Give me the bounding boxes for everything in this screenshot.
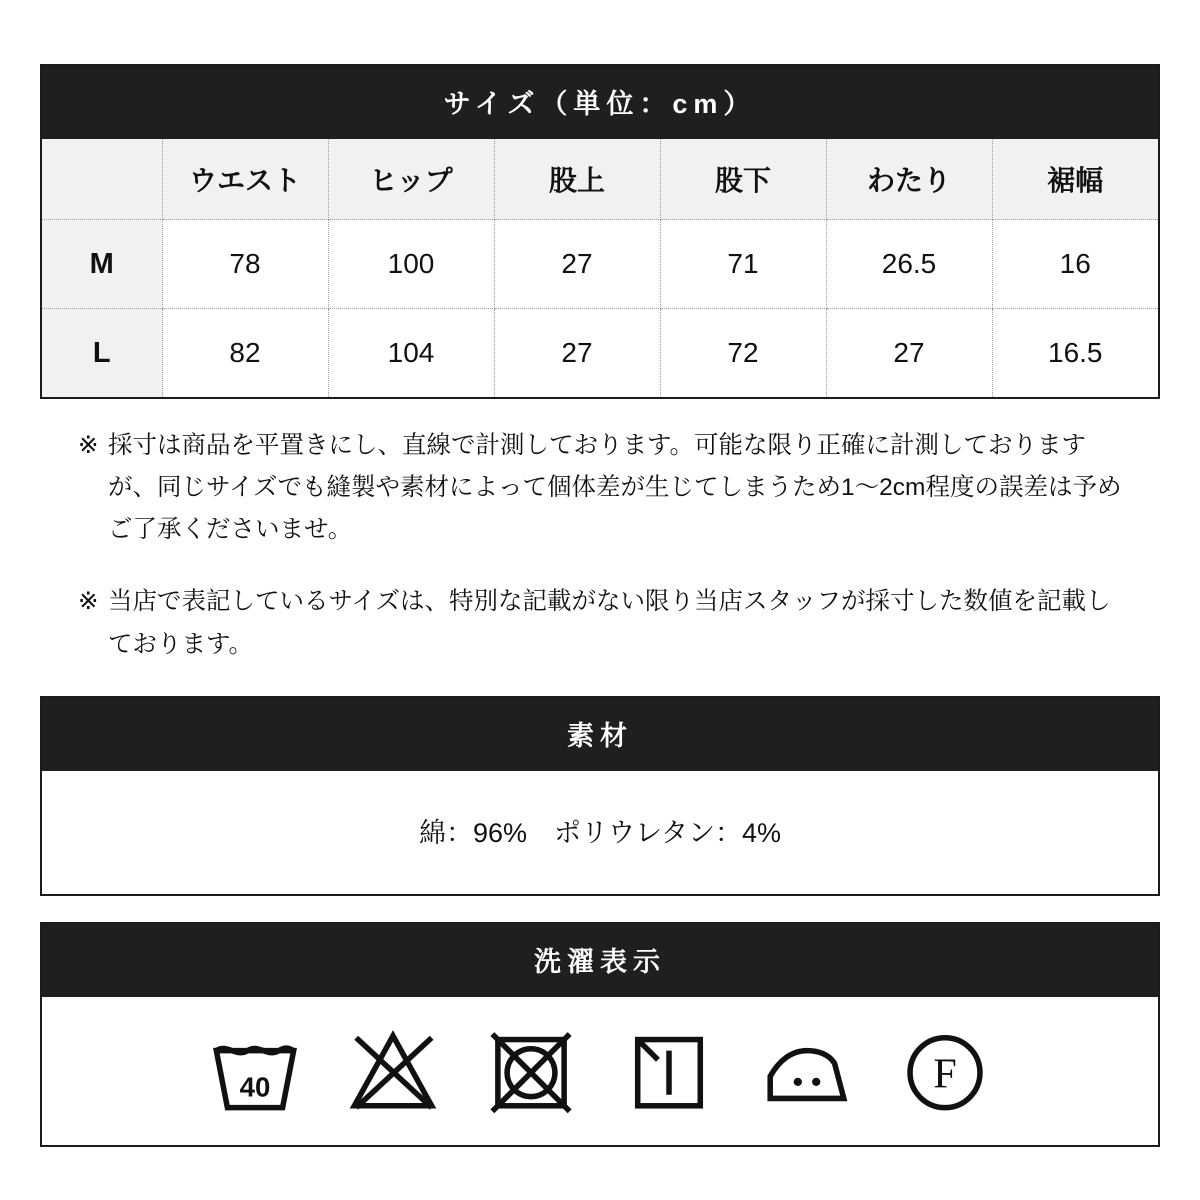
size-row-label-l: L xyxy=(42,309,162,398)
bleach-prohibited-icon xyxy=(347,1023,439,1115)
size-table-col-hem: 裾幅 xyxy=(992,139,1158,220)
washing-tub-40-icon xyxy=(209,1023,301,1115)
size-cell-l-waist: 82 xyxy=(162,309,328,398)
size-table-col-waist: ウエスト xyxy=(162,139,328,220)
size-cell-m-waist: 78 xyxy=(162,220,328,309)
size-cell-l-rise: 27 xyxy=(494,309,660,398)
note-staff-measured xyxy=(78,581,1122,665)
line-dry-in-shade-icon xyxy=(623,1023,715,1115)
size-row-label-m: M xyxy=(42,220,162,309)
svg-text:F: F xyxy=(933,1050,957,1098)
size-cell-l-thigh: 27 xyxy=(826,309,992,398)
size-table-col-thigh: わたり xyxy=(826,139,992,220)
size-table-col-inseam: 股下 xyxy=(660,139,826,220)
notes-section xyxy=(40,425,1160,666)
dry-clean-f-icon xyxy=(899,1023,991,1115)
note-text: 採寸は商品を平置きにし、直線で計測しております。可能な限り正確に計測しておりますが、同じサイズでも縫製や素材によって個体差が生じてしまうため1〜2cm程度の誤差は予めご了承くださいませ。 xyxy=(108,432,1122,544)
note-mark: ※ xyxy=(78,432,99,459)
size-table xyxy=(42,139,1158,397)
size-cell-m-rise: 27 xyxy=(494,220,660,309)
size-table-title: サイズ（単位：cm） xyxy=(42,66,1158,139)
size-table-corner-cell xyxy=(42,139,162,220)
note-text: 当店で表記しているサイズは、特別な記載がない限り当店スタッフが採寸した数値を記載しております。 xyxy=(108,588,1111,658)
size-cell-l-inseam: 72 xyxy=(660,309,826,398)
size-table-col-rise: 股上 xyxy=(494,139,660,220)
table-row xyxy=(42,309,1158,398)
material-title: 素材 xyxy=(42,698,1158,771)
svg-text:40: 40 xyxy=(239,1071,271,1103)
iron-medium-icon xyxy=(761,1023,853,1115)
table-row xyxy=(42,220,1158,309)
size-cell-m-hip: 100 xyxy=(328,220,494,309)
tumble-dry-prohibited-icon xyxy=(485,1023,577,1115)
note-measurement xyxy=(78,425,1122,551)
wash-title: 洗濯表示 xyxy=(42,924,1158,997)
material-body: 綿：96% ポリウレタン：4% xyxy=(42,771,1158,894)
size-table-block xyxy=(40,64,1160,399)
size-cell-l-hip: 104 xyxy=(328,309,494,398)
size-cell-l-hem: 16.5 xyxy=(992,309,1158,398)
size-table-header-row xyxy=(42,139,1158,220)
size-cell-m-hem: 16 xyxy=(992,220,1158,309)
size-cell-m-inseam: 71 xyxy=(660,220,826,309)
size-table-col-hip: ヒップ xyxy=(328,139,494,220)
wash-block xyxy=(40,922,1160,1147)
note-mark: ※ xyxy=(78,588,99,616)
size-cell-m-thigh: 26.5 xyxy=(826,220,992,309)
material-block xyxy=(40,696,1160,896)
wash-icon-row xyxy=(42,997,1158,1145)
